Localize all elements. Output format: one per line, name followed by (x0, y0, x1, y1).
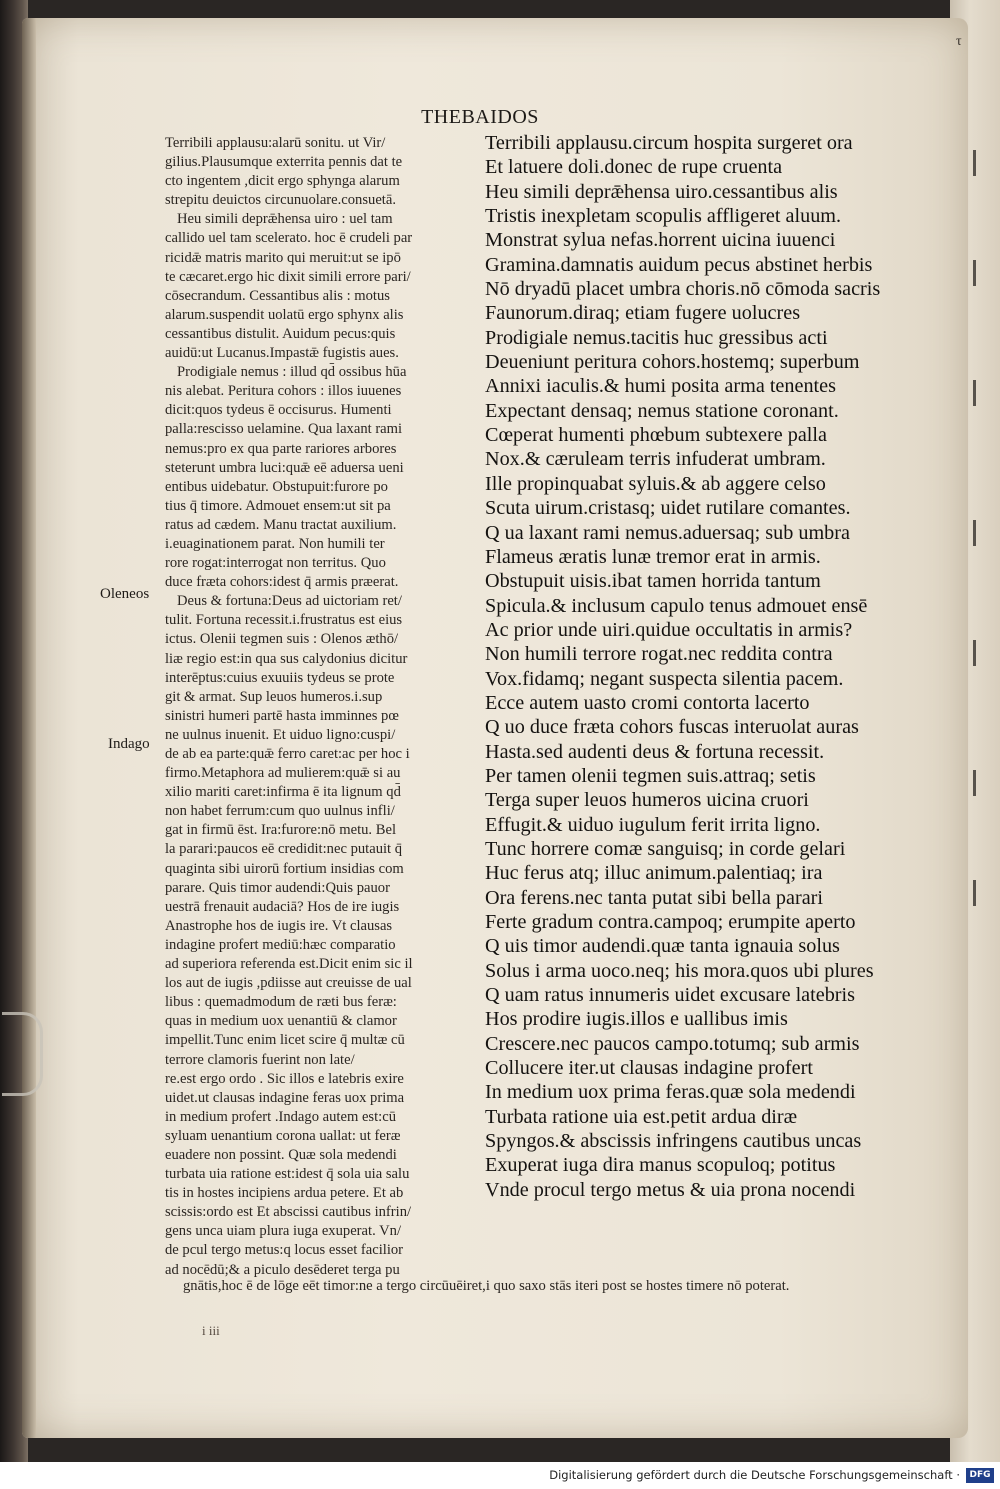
commentary-line: gnātis,hoc ē de lōge eēt timor:ne a tergo circūuēiret,i quo saxo stās iteri post se hostes timere nō poterat. (183, 1278, 790, 1294)
verse-line: Annixi iaculis.& humi posita arma tenentes (485, 375, 836, 398)
verse-line: Nō dryadū placet umbra choris.nō cōmoda sacris (485, 278, 881, 301)
commentary-line: dicit:quos tydeus ē occisurus. Humenti (165, 402, 392, 419)
commentary-tail (183, 1277, 923, 1297)
commentary-line: ricidǣ matris marito qui meruit:ut se ipō (165, 249, 401, 266)
commentary-line: cōsecrandum. Cessantibus alis : motus (165, 287, 390, 304)
verse-line: Heu simili deprǣhensa uiro.cessantibus alis (485, 180, 838, 203)
commentary-line: git & armat. Sup leuos humeros.i.sup (165, 688, 383, 705)
commentary-line: liæ regio est:in qua sus calydonius dicitur (165, 650, 408, 667)
commentary-line: Deus & fortuna:Deus ad uictoriam ret/ (177, 593, 402, 610)
commentary-line: duce fræta cohors:idest q̄ armis præerat. (165, 574, 399, 591)
commentary-line: indagine profert mediū:hæc comparatio (165, 936, 396, 953)
commentary-line: quaginta sibi uirorū fortium insidias com (165, 860, 404, 877)
verse-line: Spyngos.& abscissis infringens cautibus uncas (485, 1130, 862, 1153)
commentary-line: i.euaginationem parat. Non humili ter (165, 535, 385, 552)
verse-line: Et latuere doli.donec de rupe cruenta (485, 156, 783, 179)
verse-line: In medium uox prima feras.quæ sola medendi (485, 1081, 856, 1104)
commentary-line: turbata uia ratione est:idest q̄ sola uia salu (165, 1166, 410, 1183)
verse-line: Collucere iter.ut clausas indagine profert (485, 1057, 813, 1080)
verse-line: Flameus æratis lunæ tremor erat in armis. (485, 545, 821, 568)
commentary-line: firmo.Metaphora ad mulierem:quǣ si au (165, 765, 401, 782)
commentary-line: tis in hostes incipiens ardua petere. Et ab (165, 1185, 404, 1202)
commentary-line: strepitu deuictos circunuolare.consuetā. (165, 192, 396, 209)
verse-line: Solus i arma uoco.neq; his mora.quos ubi plures (485, 959, 874, 982)
commentary-line: Prodigiale nemus : illud qd̄ ossibus hūa (177, 364, 407, 381)
commentary-line: uestrā frenauit audaciā? Hos de ire iugis (165, 898, 400, 915)
verse-line: Faunorum.diraq; etiam fugere uolucres (485, 302, 801, 325)
verse-line: Obstupuit uisis.ibat tamen horrida tantum (485, 570, 821, 593)
commentary-line: gilius.Plausumque exterrita pennis dat te (165, 154, 403, 171)
commentary-line: cto ingentem ,dicit ergo sphynga alarum (165, 173, 400, 190)
commentary-line: te cæcaret.ergo hic dixit simili errore pari/ (165, 268, 411, 285)
verse-line: Q ua laxant rami nemus.aduersaq; sub umbra (485, 521, 850, 544)
commentary-line: non habet ferrum:cum quo uulnus infli/ (165, 803, 395, 820)
commentary-line: ictus. Olenii tegmen suis : Olenos æthō/ (165, 631, 399, 648)
commentary-line: gens unca uiam plura iuga exuperat. Vn/ (165, 1223, 401, 1240)
commentary-line: ad superiora referenda est.Dicit enim sic il (165, 956, 413, 973)
commentary-line: in medium profert .Indago autem est:cū (165, 1108, 396, 1125)
verse-line: Nox.& cæruleam terris infuderat umbram. (485, 448, 826, 471)
verse-line: Spicula.& inclusum capulo tenus admouet ensē (485, 594, 868, 617)
verse-line: Tunc horrere comæ sanguisq; in corde gelari (485, 837, 846, 860)
marginal-note-indago: Indago (108, 736, 150, 752)
verse-line: Ac prior unde uiri.quidue occultatis in armis? (485, 618, 853, 641)
verse-line: Terga super leuos humeros uicina cruori (485, 789, 809, 812)
commentary-line: callido uel tam scelerato. hoc ē crudeli par (165, 230, 413, 247)
verse-line: Ferte gradum contra.campoq; erumpite aperto (485, 911, 856, 933)
commentary-line: Terribili applausu:alarū sonitu. ut Vir/ (165, 135, 386, 151)
commentary-line: ne uulnus inuenit. Et uiduo ligno:cuspi/ (165, 726, 396, 743)
commentary-line: interēptus:cuius exuuiis tydeus se prote (165, 669, 395, 686)
commentary-line: de ab ea parte:quǣ ferro caret:ac per hoc i (165, 746, 410, 762)
commentary-line: sinistri humeri partē hasta imminnes pœ (165, 707, 399, 724)
verse-line: Effugit.& uiduo iugulum ferit irrita ligno. (485, 813, 821, 836)
verse-line: Ecce autem uasto cromi contorta lacerto (485, 691, 810, 714)
commentary-line: Heu simili deprǣhensa uiro : uel tam (177, 211, 393, 228)
corner-mark: τ (956, 34, 962, 49)
commentary-column (165, 134, 483, 1280)
page-clip (2, 1012, 43, 1096)
commentary-line: nemus:pro ex qua parte rariores arbores (165, 440, 397, 457)
commentary-line: syluam uenantium corona uallat: ut feræ (165, 1127, 401, 1144)
commentary-line: gat in firmū ēst. Ira:furore:nō metu. Bel (165, 822, 396, 839)
verse-line: Vnde procul tergo metus & uia prona nocendi (485, 1178, 856, 1201)
verse-line: Per tamen olenii tegmen suis.attraq; setis (485, 764, 816, 787)
verse-line: Ora ferens.nec tanta putat sibi bella parari (485, 886, 823, 909)
commentary-line: terrore clamoris fuerint non late/ (165, 1051, 355, 1068)
signature-mark: i iii (202, 1323, 220, 1338)
verse-line: Expectant densaq; nemus statione coronant. (485, 399, 839, 422)
commentary-line: steterunt umbra luci:quǣ eē aduersa ueni (165, 459, 404, 476)
commentary-line: ratus ad cædem. Manu tractat auxilium. (165, 516, 397, 533)
commentary-line: la parari:paucos eē credidit:nec putauit q̄ (165, 841, 403, 858)
verse-line: Hasta.sed audenti deus & fortuna recessit. (485, 740, 825, 763)
commentary-line: ad nocēdū;& a piculo desēderet terga pu (165, 1261, 400, 1278)
verse-line: Hos prodire iugis.illos e uallibus imis (485, 1008, 788, 1031)
verse-line: Prodigiale nemus.tacitis huc gressibus acti (485, 326, 828, 349)
page-gutter (22, 18, 36, 1438)
commentary-line: uidet.ut clausas indagine feras uox prima (165, 1089, 405, 1106)
commentary-line: quas in medium uox uenantiū & clamor (165, 1013, 397, 1030)
commentary-line: de pcul tergo metus:q locus esset facilior (165, 1242, 404, 1259)
verse-line: Cœperat humenti phœbum subtexere palla (485, 424, 827, 447)
commentary-line: euadere non possint. Quæ sola medendi (165, 1146, 397, 1163)
marginal-note-oleneos: Oleneos (100, 586, 150, 602)
commentary-line: scissis:ordo est Et abscissi cautibus infrin/ (165, 1204, 412, 1221)
verse-column (485, 131, 935, 1202)
commentary-line: cessantibus distulit. Auidum pecus:quis (165, 325, 396, 342)
verse-line: Exuperat iuga dira manus scopuloq; potitus (485, 1154, 836, 1177)
commentary-line: xilio mariti caret:infirma ē ita lignum qd̄ (165, 784, 401, 801)
verse-line: Monstrat sylua nefas.horrent uicina iuuenci (485, 229, 836, 252)
commentary-line: re.est ergo ordo . Sic illos e latebris exire (165, 1070, 404, 1087)
footer-bar (0, 1462, 1000, 1489)
commentary-line: alarum.suspendit uolatū ergo sphynx alis (165, 306, 404, 323)
verse-line: Deueniunt peritura cohors.hostemq; superbum (485, 351, 860, 374)
verse-line: Turbata ratione uia est.petit ardua diræ (485, 1105, 798, 1128)
commentary-line: tulit. Fortuna recessit.i.frustratus est eius (165, 612, 403, 629)
verse-line: Gramina.damnatis auidum pecus abstinet herbis (485, 253, 873, 276)
commentary-line: Anastrophe hos de iugis ire. Vt clausas (165, 917, 393, 934)
verse-line: Q uis timor audendi.quæ tanta ignauia solus (485, 935, 840, 958)
commentary-line: palla:rescisso uelamine. Qua laxant rami (165, 421, 403, 438)
verse-line: Scuta uirum.cristasq; uidet rutilare comantes. (485, 497, 851, 520)
verse-line: Tristis inexpletam scopulis affligeret aluum. (485, 205, 842, 228)
commentary-line: rore rogat:interrogat non territus. Quo (165, 555, 386, 572)
commentary-line: entibus uidebatur. Obstupuit:furore po (165, 478, 388, 495)
verse-line: Q uam ratus innumeris uidet excusare latebris (485, 984, 855, 1007)
funding-notice: Digitalisierung gefördert durch die Deutsche Forschungsgemeinschaft · (549, 1468, 960, 1482)
commentary-line: nis alebat. Peritura cohors : illos iuuenes (165, 383, 402, 400)
commentary-line: libus : quemadmodum de ræti bus feræ: (165, 994, 397, 1011)
verse-line: Terribili applausu.circum hospita surgeret ora (485, 132, 853, 154)
dfg-logo-icon: DFG (966, 1468, 994, 1483)
verse-line: Non humili terrore rogat.nec reddita contra (485, 643, 833, 666)
verse-line: Vox.fidamq; negant suspecta silentia pacem. (485, 667, 844, 690)
commentary-line: tius q̄ timore. Admouet ensem:ut sit pa (165, 497, 391, 514)
commentary-line: parare. Quis timor audendi:Quis pauor (165, 879, 390, 896)
commentary-line: auidū:ut Lucanus.Impastǣ fugistis aues. (165, 345, 399, 362)
verse-line: Crescere.nec paucos campo.totumq; sub armis (485, 1032, 860, 1055)
verse-line: Ille propinquabat syluis.& ab aggere celso (485, 472, 826, 495)
verse-line: Q uo duce fræta cohors fuscas interuolat auras (485, 716, 859, 739)
verse-line: Huc ferus atq; illuc animum.palentiaq; ira (485, 862, 823, 885)
commentary-line: impellit.Tunc enim licet scire q̄ multæ cū (165, 1032, 405, 1049)
running-head: THEBAIDOS (421, 106, 539, 128)
commentary-line: los aut de iugis ,pdiisse aut creuisse de ual (165, 975, 412, 992)
